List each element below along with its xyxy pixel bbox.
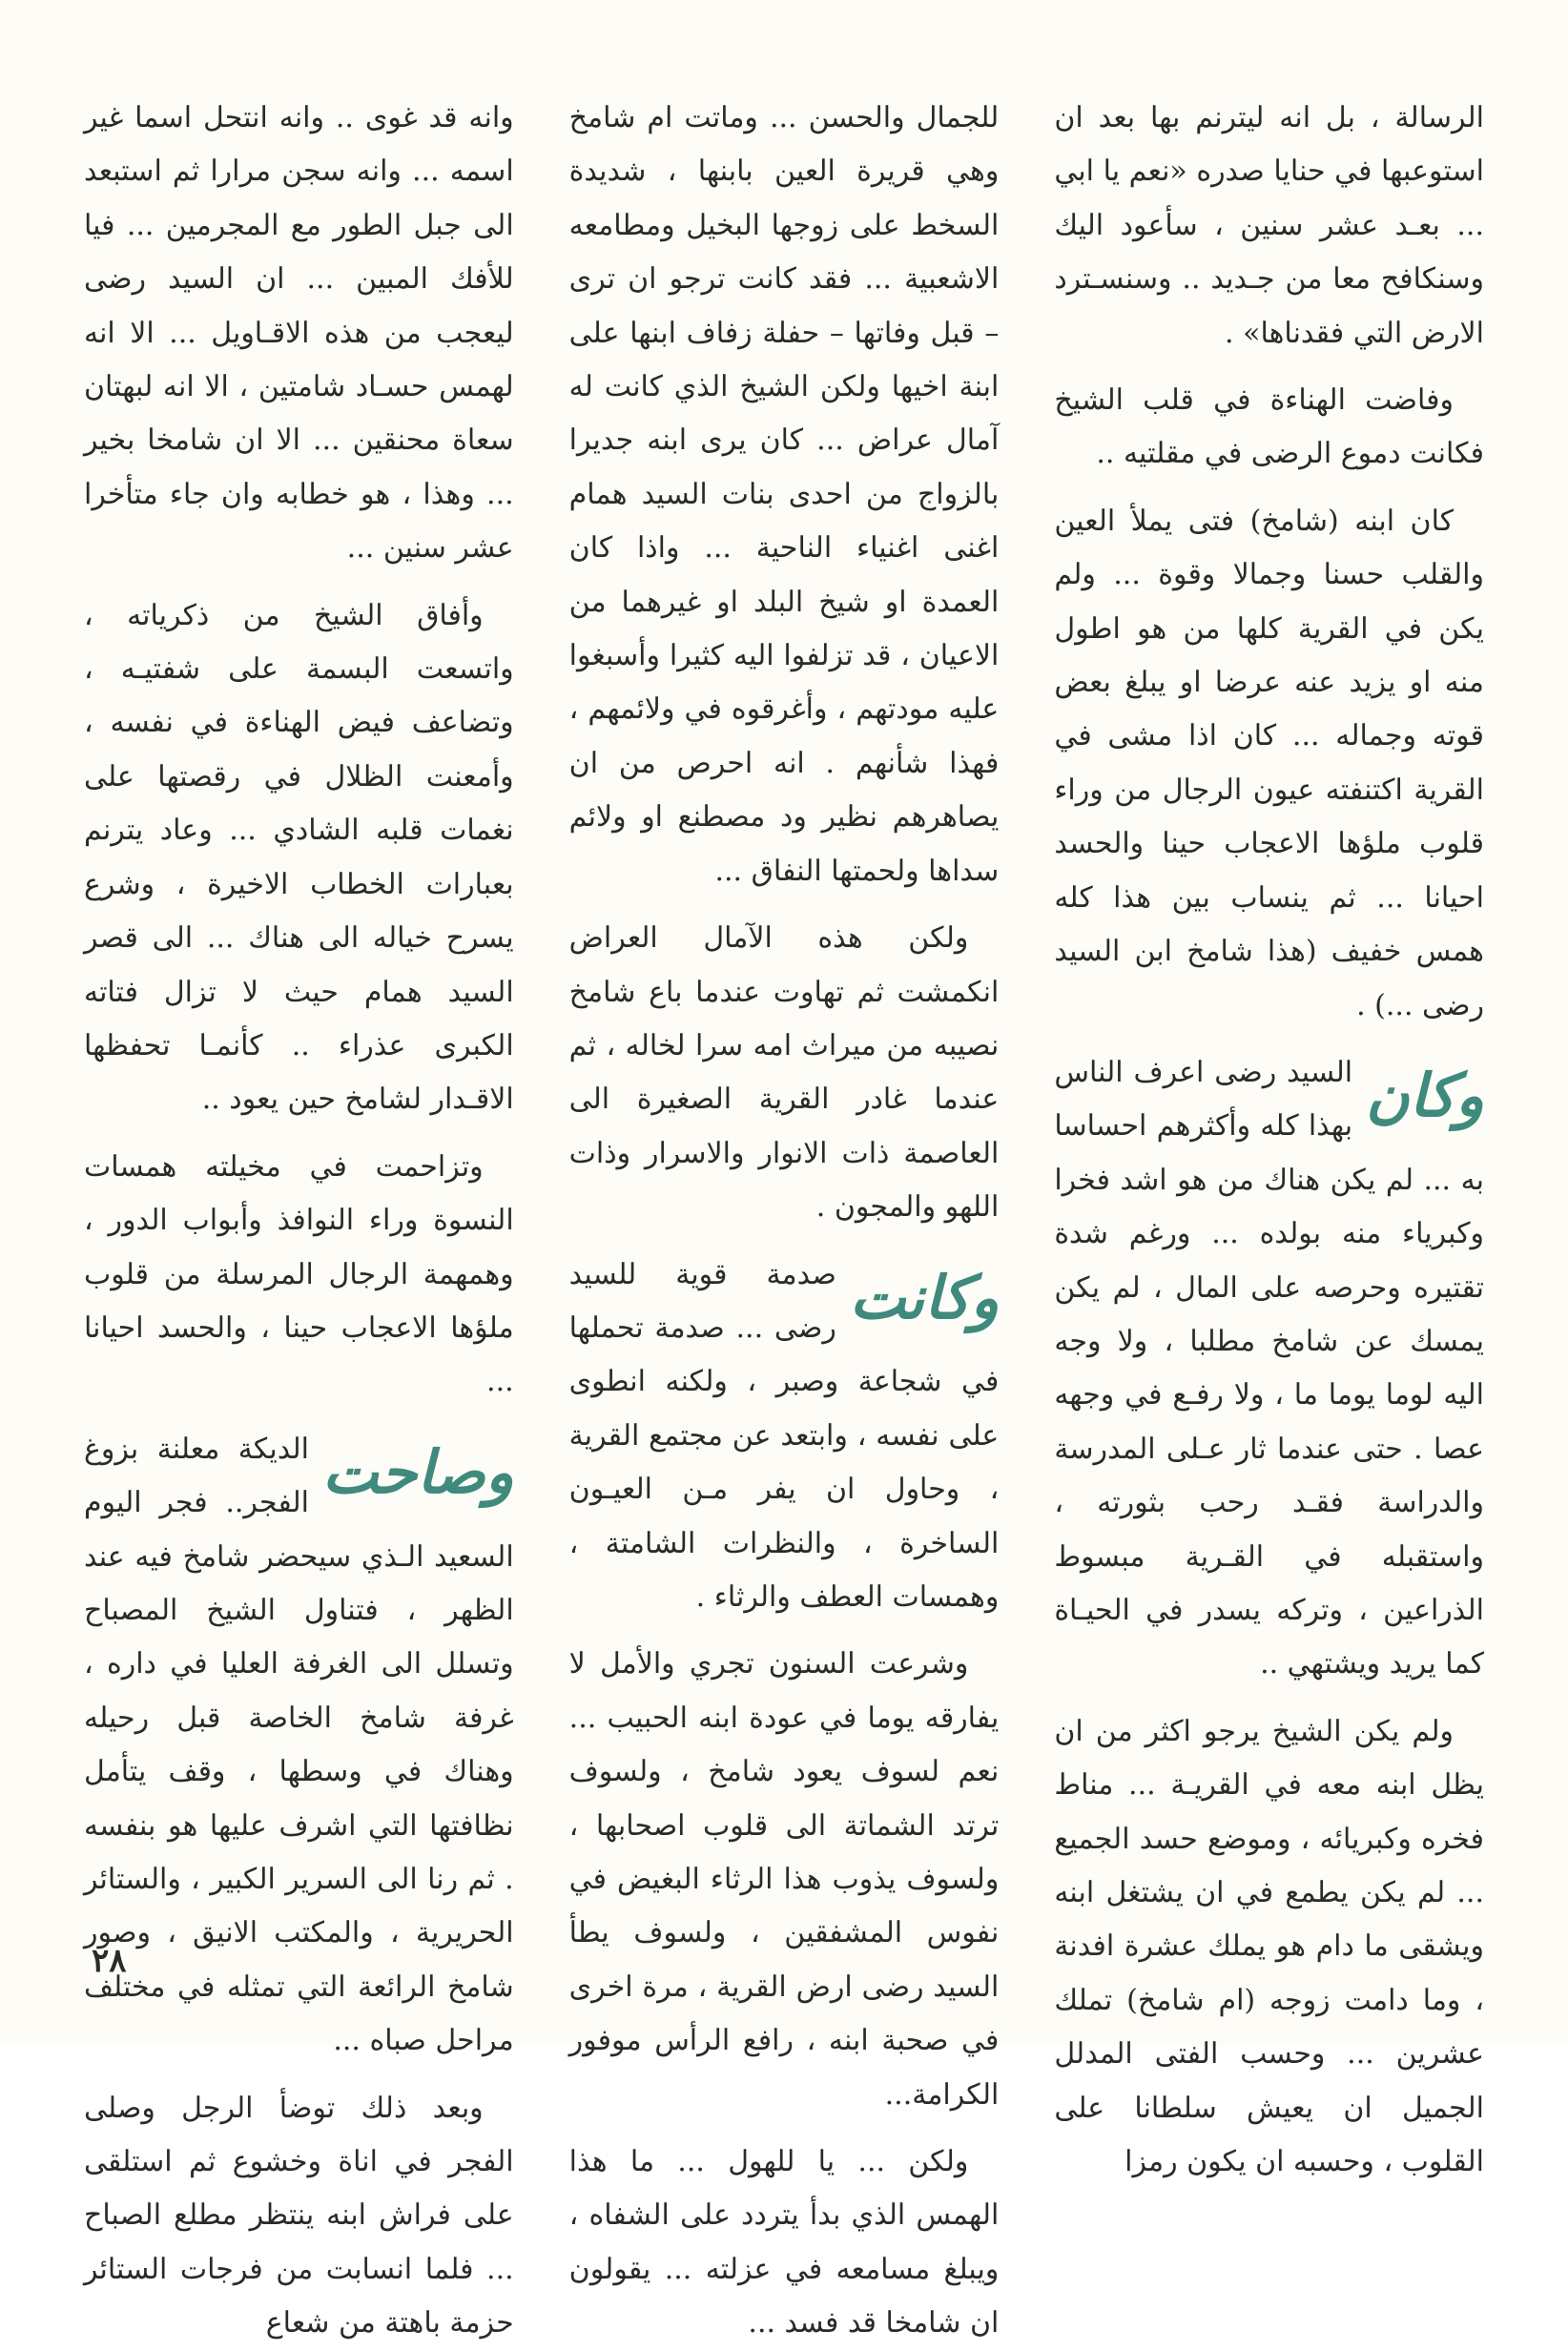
decorative-initial-word: وكان (1366, 1060, 1484, 1130)
paragraph-text: للجمال والحسن ... وماتت ام شامخ وهي قريرة العين بابنها ، شديدة السخط على زوجها البخيل ومطامعه الاشعبية ... فقد كانت ترجو ان ترى – قبل وفاتها – حفلة زفاف ابنها على ابنة اخيها ولكن الشيخ الذي كانت له آمال عراض ... كان يرى ابنه جديرا بالزواج من احدى بنات السيد همام اغنى اغنياء الناحية ... واذا كان العمدة او شيخ البلد او غيرهما من الاعيان ، قد تزلفوا اليه كثيرا وأسبغوا عليه مودتهم ، وأغرقوه في ولائمهم ، فهذا شأنهم . انه احرص من ان يصاهرهم نظير ود مصطنع او ولائم سداها ولحمتها النفاق ... (568, 101, 1000, 888)
paragraph (1054, 495, 1484, 1033)
paragraph-text: ولكن هذه الآمال العراض انكمشت ثم تهاوت عندما باع شامخ نصيبه من ميراث امه سرا لخاله ، ثم عندما غادر القرية الصغيرة الى العاصمة ذات الانوار والاسرار وذات اللهو والمجون . (568, 921, 1000, 1225)
paragraph (1054, 1705, 1484, 2190)
paragraph-text: وفاضت الهناءة في قلب الشيخ فكانت دموع الرضى في مقلتيه .. (1054, 383, 1484, 471)
paragraph (84, 589, 514, 1127)
paragraph (1054, 374, 1484, 482)
decorative-initial-word: وصاحت (321, 1436, 514, 1507)
paragraph-text: كان ابنه (شامخ) فتى يملأ العين والقلب حسنا وجمالا وقوة ... ولم يكن في القرية كلها من هو اطول منه او يزيد عنه عرضا او يبلغ بعض قوته وجماله ... كان اذا مشى في القرية اكتنفته عيون الرجال من وراء قلوب ملؤها الاعجاب حينا والحسد احيانا ... ثم ينساب بين هذا كله همس خفيف (هذا شامخ ابن السيد رضى ...) . (1054, 504, 1484, 1022)
column-middle (568, 92, 1000, 2341)
paragraph (1054, 1046, 1484, 1692)
paragraph-text: الديكة معلنة بزوغ الفجر.. فجر اليوم السعيد الـذي سيحضر شامخ فيه عند الظهر ، فتناول الشيخ المصباح وتسلل الى الغرفة العليا في داره ، غرفة شامخ الخاصة قبل رحيله وهناك في وسطها ، وقف يتأمل نظافتها التي اشرف عليها هو بنفسه . ثم رنا الى السرير الكبير ، والستائر الحريرية ، والمكتب الانيق ، وصور شامخ الرائعة التي تمثله في مختلف مراحل صباه ... (83, 1432, 514, 2058)
column-right (1054, 92, 1484, 2179)
paragraph (569, 912, 1000, 1234)
paragraph (569, 1248, 1000, 1625)
page-number: ٢٨ (92, 1942, 127, 1980)
paragraph (84, 2082, 514, 2351)
paragraph (569, 92, 1000, 898)
paragraph-text: وشرعت السنون تجري والأمل لا يفارقه يوما في عودة ابنه الحبيب ... نعم لسوف يعود شامخ ، ولسوف ترتد الشماتة الى قلوب اصحابها ، ولسوف يذوب هذا الرثاء البغيض في نفوس المشفقين ، ولسوف يطأ السيد رضى ارض القرية ، مرة اخرى في صحبة ابنه ، رافع الرأس موفور الكرامة... (568, 1647, 1000, 2112)
paragraph-text: ولكن ... يا للهول ... ما هذا الهمس الذي بدأ يتردد على الشفاه ، ويبلغ مسامعه في عزلته ... يقولون ان شامخا قد فسد ... (568, 2145, 1000, 2341)
paragraph (84, 92, 514, 576)
paragraph-text: صدمة قوية للسيد رضى ... صدمة تحملها في شجاعة وصبر ، ولكنه انطوى على نفسه ، وابتعد عن مجتمع القرية ، وحاول ان يفر مـن العيـون الساخرة ، والنظرات الشامتة ، وهمسات العطف والرثاء . (568, 1257, 1000, 1614)
paragraph (569, 2135, 1000, 2351)
paragraph (84, 1141, 514, 1410)
paragraph-text: الرسالة ، بل انه ليترنم بها بعد ان استوعبها في حنايا صدره «نعم يا ابي ... بعـد عشر سنين ، سأعود اليك وسنكافح معا من جـديد .. وسنسـترد الارض التي فقدناها» . (1054, 101, 1484, 350)
paragraph-text: السيد رضى اعرف الناس بهذا كله وأكثرهم احساسا به ... لم يكن هناك من هو اشد فخرا وكبرياء منه بولده ... ورغم شدة تقتيره وحرصه على المال ، لم يكن يمسك عن شامخ مطلبا ، ولا وجه اليه لوما يوما ما ، ولا رفـع في وجهه عصا . حتى عندما ثار عـلى المدرسة والدراسة فقـد رحب بثورته ، واستقبله في القـرية مبسوط الذراعين ، وتركه يسدر في الحيـاة كما يريد ويشتهي .. (1054, 1055, 1484, 1681)
paragraph (1054, 92, 1484, 361)
paragraph-text: ولم يكن الشيخ يرجو اكثر من ان يظل ابنه معه في القريـة ... مناط فخره وكبريائه ، وموضع حسد الجميع ... لم يكن يطمع في ان يشتغل ابنه ويشقى ما دام هو يملك عشرة افدنة ، وما دامت زوجه (ام شامخ) تملك عشرين ... وحسب الفتى المدلل الجميل ان يعيش سلطانا على القلوب ، وحسبه ان يكون رمزا (1054, 1714, 1484, 2179)
paragraph-text: وبعد ذلك توضأ الرجل وصلى الفجر في اناة وخشوع ثم استلقى على فراش ابنه ينتظر مطلع الصباح ... فلما انسابت من فرجات الستائر حزمة باهتة من شعاع (83, 2091, 514, 2341)
paragraph-text: وتزاحمت في مخيلته همسات النسوة وراء النوافذ وأبواب الدور ، وهمهمة الرجال المرسلة من قلوب ملؤها الاعجاب حينا ، والحسد احيانا ... (83, 1149, 514, 1399)
paragraph-text: وأفاق الشيخ من ذكرياته ، واتسعت البسمة على شفتيـه ، وتضاعف فيض الهناءة في نفسه ، وأمعنت الظلال في رقصتها على نغمات قلبه الشادي ... وعاد يترنم بعبارات الخطاب الاخيرة ، وشرع يسرح خياله الى هناك ... الى قصر السيد همام حيث لا تزال فتاته الكبرى عذراء .. كأنمـا تحفظها الاقـدار لشامخ حين يعود .. (83, 598, 514, 1117)
paragraph (569, 1638, 1000, 2122)
paragraph-text: وانه قد غوى .. وانه انتحل اسما غير اسمه ... وانه سجن مرارا ثم استبعد الى جبل الطور مع المجرمين ... فيا للأفك المبين ... ان السيد رضى ليعجب من هذه الاقـاويل ... الا انه لهمس حسـاد شامتين ، الا انه لبهتان سعاة محنقين ... الا ان شامخا بخير ... وهذا ، هو خطابه وان جاء متأخرا عشر سنين ... (83, 101, 514, 566)
paragraph (84, 1423, 514, 2069)
decorative-initial-word: وكانت (849, 1262, 1000, 1332)
